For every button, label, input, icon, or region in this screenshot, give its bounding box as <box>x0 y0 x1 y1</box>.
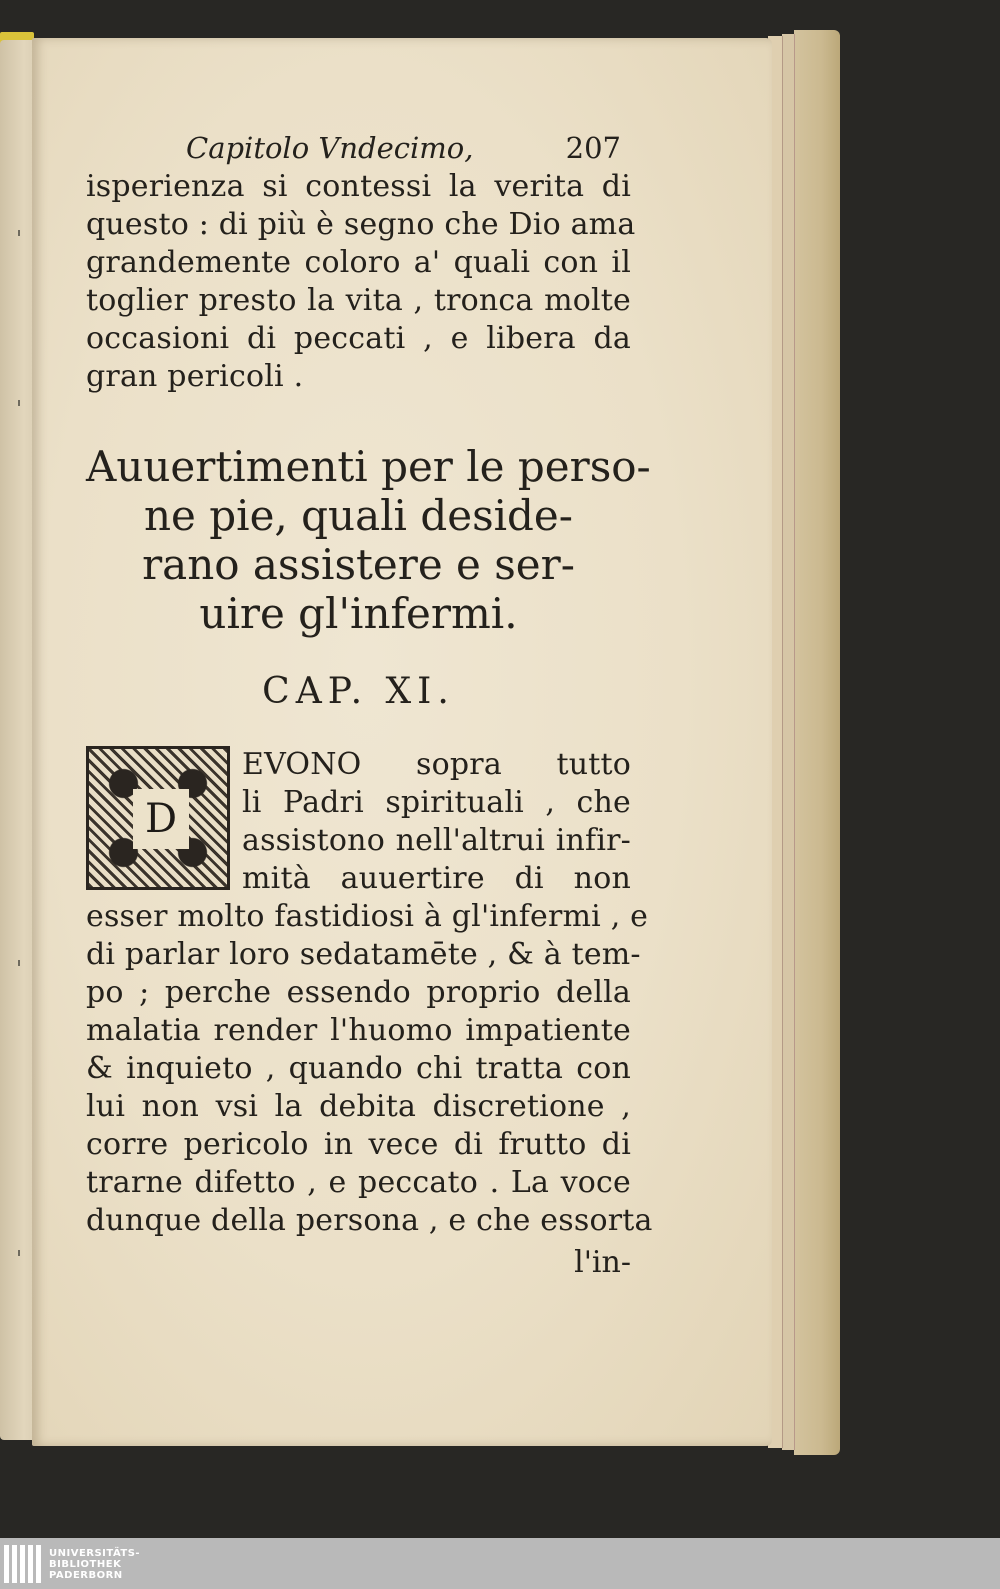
binding-thread <box>18 1250 20 1256</box>
text-line: assistono nell'altrui infir- <box>242 823 631 858</box>
text-line: corre pericolo in vece di frutto di <box>86 1127 631 1162</box>
book-cover-edge <box>794 30 840 1455</box>
text-line: di parlar loro sedatamēte , & à tem- <box>86 937 641 972</box>
text-line: toglier presto la vita , tronca molte <box>86 283 631 318</box>
heading-line: uire gl'infermi. <box>199 589 518 638</box>
top-paragraph <box>86 168 636 396</box>
text-line: & inquieto , quando chi tratta con <box>86 1051 631 1086</box>
text-line: isperienza si contessi la verita di <box>86 169 631 204</box>
library-logo <box>4 1544 140 1584</box>
catchword: l'in- <box>574 1245 631 1280</box>
binding-thread <box>18 960 20 966</box>
initial-paragraph <box>86 746 631 898</box>
heading-line: Auuertimenti per le perso- <box>86 442 651 491</box>
ornamental-initial <box>86 746 230 890</box>
text-line: occasioni di peccati , e libera da <box>86 321 631 356</box>
section-heading <box>86 442 651 638</box>
text-line: po ; perche essendo proprio della <box>86 975 631 1010</box>
library-logo-icon <box>4 1545 41 1583</box>
text-line: malatia render l'huomo impatiente <box>86 1013 631 1048</box>
text-line: questo : di più è segno che Dio ama <box>86 207 636 242</box>
running-head <box>86 128 631 168</box>
logo-line: UNIVERSITÄTS- <box>49 1547 141 1559</box>
logo-line: BIBLIOTHEK <box>49 1558 122 1570</box>
page-text <box>86 128 653 1282</box>
body-paragraph <box>86 898 653 1240</box>
library-logo-text <box>49 1548 140 1581</box>
initial-letter: D <box>133 789 189 849</box>
text-line: trarne difetto , e peccato . La voce <box>86 1165 631 1200</box>
running-title: Capitolo Vndecimo, <box>186 131 474 165</box>
initial-text <box>242 746 631 898</box>
chapter-number: CAP. XI. <box>262 671 455 712</box>
page-number: 207 <box>565 131 621 165</box>
text-line: mità auuertire di non <box>242 861 631 896</box>
text-line: gran pericoli . <box>86 359 304 394</box>
text-line: grandemente coloro a' quali con il <box>86 245 631 280</box>
text-line: EVONO sopra tutto <box>242 747 631 782</box>
text-line: li Padri spirituali , che <box>242 785 631 820</box>
binding-thread <box>18 230 20 236</box>
text-line: esser molto fastidiosi à gl'infermi , e <box>86 899 649 934</box>
binding-thread <box>18 400 20 406</box>
heading-line: ne pie, quali deside- <box>144 491 573 540</box>
page-stack-edge <box>782 34 795 1450</box>
logo-line: PADERBORN <box>49 1569 123 1581</box>
text-line: lui non vsi la debita discretione , <box>86 1089 631 1124</box>
heading-line: rano assistere e ser- <box>142 540 575 589</box>
library-footer-bar <box>0 1538 1000 1589</box>
text-line: dunque della persona , e che essorta <box>86 1203 653 1238</box>
